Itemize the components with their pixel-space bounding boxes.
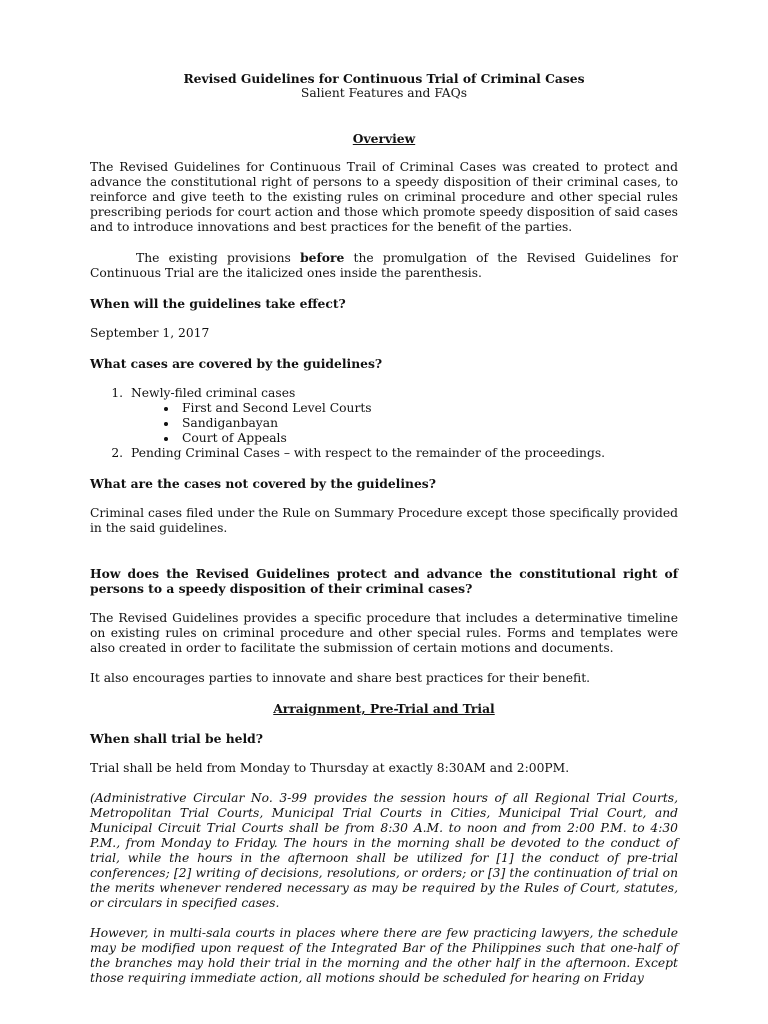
overview-paragraph: The Revised Guidelines for Continuous Trail of Criminal Cases was created to protect and advance the constitutional right of persons to a speedy disposition of their criminal cases, to reinforce and give teeth to the existing rules on criminal procedure and other special rules prescribing periods for court action and those which promote speedy disposition of said cases and to introduce innovations and best practices for the benefit of the parties. <box>90 160 678 234</box>
answer-speedy-disposition: The Revised Guidelines provides a specific procedure that includes a determinative timeline on existing rules on criminal procedure and other special rules. Forms and templates were also created in order to facilitate the submission of certain motions and documents. <box>90 611 678 655</box>
italic-note-multi-sala: However, in multi-sala courts in places where there are few practicing lawyers, the schedule may be modified upon request of the Integrated Bar of the Philippines such that one-half of the branches may hold their trial in the morning and the other half in the afternoon. Except those requiring immediate action, all motions should be scheduled for hearing on Friday <box>90 926 678 985</box>
existing-provisions-paragraph <box>90 250 678 281</box>
existing-provisions-before: The existing provisions <box>136 251 301 265</box>
document-title: Revised Guidelines for Continuous Trial of Criminal Cases <box>183 71 585 86</box>
section-heading-arraignment: Arraignment, Pre-Trial and Trial <box>273 701 495 716</box>
question-trial-schedule: When shall trial be held? <box>90 731 263 746</box>
document-subtitle: Salient Features and FAQs <box>300 86 468 100</box>
list-item-label: Newly-filed criminal cases <box>131 386 296 400</box>
court-sublist <box>131 401 678 446</box>
list-item: • First and Second Level Courts <box>178 401 678 416</box>
answer-best-practices: It also encourages parties to innovate and share best practices for their benefit. <box>90 671 591 685</box>
answer-effectivity: September 1, 2017 <box>90 326 210 340</box>
question-speedy-disposition: How does the Revised Guidelines protect and advance the constitutional right of persons to a speedy disposition of their criminal cases? <box>90 566 678 596</box>
answer-not-covered: Criminal cases filed under the Rule on Summary Procedure except those specifically provided in the said guidelines. <box>90 506 678 535</box>
question-effectivity: When will the guidelines take effect? <box>90 296 346 311</box>
list-item: • Sandiganbayan <box>178 416 678 431</box>
overview-heading: Overview <box>352 131 416 146</box>
list-item-label: Pending Criminal Cases – with respect to the remainder of the proceedings. <box>131 446 606 460</box>
question-not-covered: What are the cases not covered by the guidelines? <box>90 476 436 491</box>
list-item: • Court of Appeals <box>178 431 678 446</box>
italic-note-session-hours: (Administrative Circular No. 3-99 provides the session hours of all Regional Trial Courts, Metropolitan Trial Courts, Municipal Trial Courts in Cities, Municipal Trial Court, and Municipal Circuit Trial Courts shall be from 8:30 A.M. to noon and from 2:00 P.M. to 4:30 P.M., from Monday to Friday. The hours in the morning shall be devoted to the conduct of trial, while the hours in the afternoon shall be utilized for [1] the conduct of pre-trial conferences; [2] writing of decisions, resolutions, or orders; or [3] the continuation of trial on the merits whenever rendered necessary as may be required by the Rules of Court, statutes, or circulars in specified cases. <box>90 791 678 910</box>
question-covered-cases: What cases are covered by the guidelines? <box>90 356 383 371</box>
answer-trial-schedule: Trial shall be held from Monday to Thursday at exactly 8:30AM and 2:00PM. <box>90 761 570 775</box>
list-item <box>127 386 678 446</box>
document-body <box>90 71 678 986</box>
list-item <box>127 446 678 461</box>
existing-provisions-after: the promulgation of the Revised Guidelines for Continuous Trial are the italicized ones inside the parenthesis. <box>90 251 678 280</box>
covered-cases-list <box>90 386 678 461</box>
existing-provisions-emphasis: before <box>300 250 345 265</box>
